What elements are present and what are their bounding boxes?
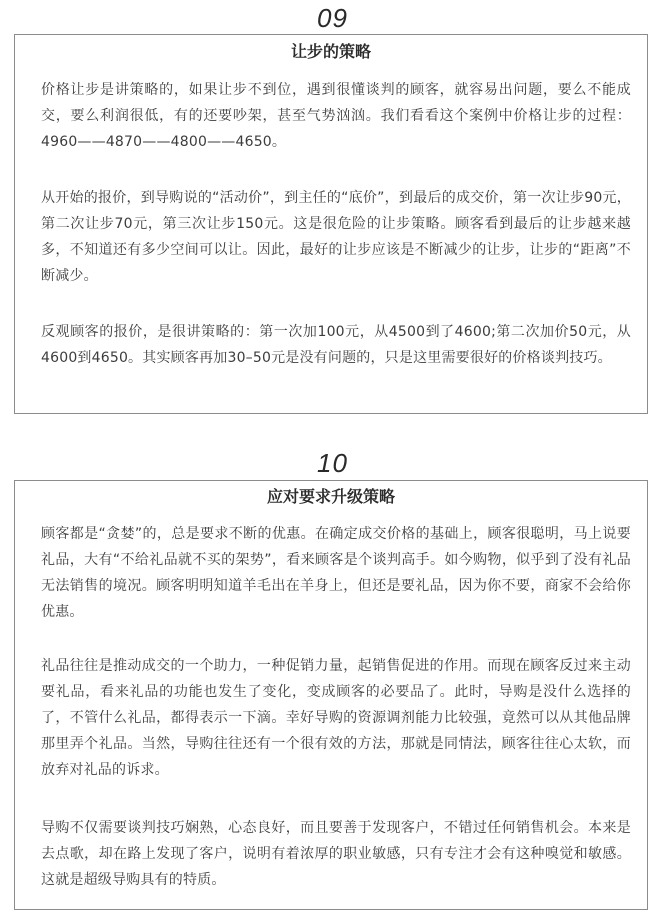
section-title: 应对要求升级策略 (266, 487, 395, 506)
content-box (14, 480, 648, 910)
section-number: 10 (317, 448, 348, 478)
paragraph: 反观顾客的报价，是很讲策略的：第一次加100元，从4500到了4600;第二次加价50元，从4600到4650。其实顾客再加30–50元是没有问题的，只是这里需要很好的价格谈判技巧。 (41, 324, 631, 366)
paragraph: 礼品往往是推动成交的一个助力，一种促销力量，起销售促进的作用。而现在顾客反过来主动要礼品，看来礼品的功能也发生了变化，变成顾客的必要品了。此时，导购是没什么选择的了，不管什么礼品，都得表示一下滴。幸好导购的资源调剂能力比较强，竟然可以从其他品牌那里弄个礼品。当然，导购往往还有一个很有效的方法，那就是同情法，顾客往往心太软，而放弃对礼品的诉求。 (41, 658, 631, 778)
paragraph: 顾客都是“贪婪”的，总是要求不断的优惠。在确定成交价格的基础上，顾客很聪明，马上说要礼品，大有“不给礼品就不买的架势”，看来顾客是个谈判高手。如今购物，似乎到了没有礼品无法销售的境况。顾客明明知道羊毛出在羊身上，但还是要礼品，因为你不要，商家不会给你优惠。 (41, 526, 631, 620)
section-title: 让步的策略 (290, 42, 371, 61)
section-number: 09 (317, 3, 348, 33)
paragraph: 从开始的报价，到导购说的“活动价”，到主任的“底价”，到最后的成交价，第一次让步90元，第二次让步70元，第三次让步150元。这是很危险的让步策略。顾客看到最后的让步越来越多，不知道还有多少空间可以让。因此，最好的让步应该是不断减少的让步，让步的“距离”不断减少。 (41, 190, 631, 284)
paragraph: 导购不仅需要谈判技巧娴熟，心态良好，而且要善于发现客户，不错过任何销售机会。本来是去点歌，却在路上发现了客户，说明有着浓厚的职业敏感，只有专注才会有这种嗅觉和敏感。这就是超级导购具有的特质。 (41, 820, 631, 888)
content-box (14, 34, 648, 414)
paragraph: 价格让步是讲策略的，如果让步不到位，遇到很懂谈判的顾客，就容易出问题，要么不能成交，要么利润很低，有的还要吵架，甚至气势汹汹。我们看看这个案例中价格让步的过程：4960——4870——4800——4650。 (41, 82, 631, 150)
